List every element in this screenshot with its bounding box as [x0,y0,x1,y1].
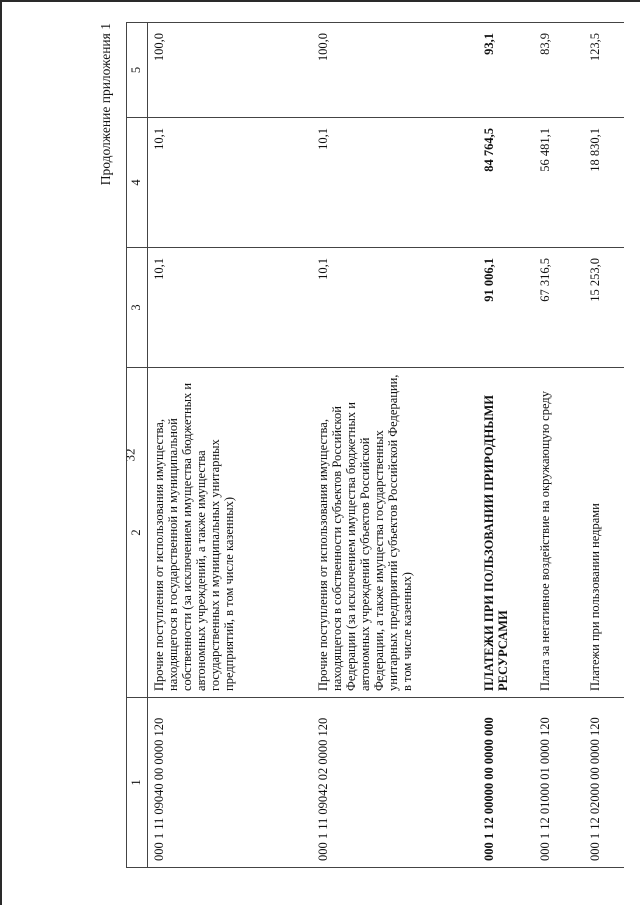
row-value-5: 83,9 [534,23,584,118]
row-value-3: 10,1 [148,248,312,368]
row-value-3: 67 316,5 [534,248,584,368]
continuation-title: Продолжение приложения 1 [98,23,113,186]
row-code: 000 1 11 09040 00 0000 120 [148,698,312,868]
row-name: Прочие поступления от использования имущества, находящегося в собственности субъектов Российской Федерации (за исключением имущества бюджетных и автономных учреждений субъектов Российской Федерации, а также имущества государственных унитарных предприятий субъектов Российской Федерации, в том числе казенных) [312,368,478,698]
page-number: 32 [122,448,138,462]
table-row [148,23,312,868]
row-value-4: 18 830,1 [584,118,624,248]
row-name: ПЛАТЕЖИ ПРИ ПОЛЬЗОВАНИИ ПРИРОДНЫМИ РЕСУРСАМИ [478,368,534,698]
column-header-4: 4 [127,118,148,248]
row-value-3: 91 006,1 [478,248,534,368]
row-value-5: 100,0 [148,23,312,118]
row-code: 000 1 12 00000 00 0000 000 [478,698,534,868]
table-row [534,23,584,868]
column-header-5: 5 [127,23,148,118]
row-value-3: 15 253,0 [584,248,624,368]
revenue-table [126,22,624,868]
page-top-border [0,0,640,2]
page-left-border [0,0,2,905]
row-code: 000 1 11 09042 02 0000 120 [312,698,478,868]
row-value-5: 93,1 [478,23,534,118]
row-value-5: 123,5 [584,23,624,118]
row-name: Платежи при пользовании недрами [584,368,624,698]
rotated-page-content [90,23,640,868]
table-row [478,23,534,868]
row-value-4: 10,1 [312,118,478,248]
row-value-3: 10,1 [312,248,478,368]
row-value-4: 56 481,1 [534,118,584,248]
table-row [584,23,624,868]
row-value-5: 100,0 [312,23,478,118]
row-code: 000 1 12 01000 01 0000 120 [534,698,584,868]
row-name: Прочие поступления от использования имущества, находящегося в государственной и муниципальной собственности (за исключением имущества бюджетных и автономных учреждений, а также имущества государственных и муниципальных унитарных предприятий, в том числе казенных) [148,368,312,698]
row-code: 000 1 12 02000 00 0000 120 [584,698,624,868]
row-name: Плата за негативное воздействие на окружающую среду [534,368,584,698]
column-header-1: 1 [127,698,148,868]
row-value-4: 84 764,5 [478,118,534,248]
table-row [312,23,478,868]
column-header-3: 3 [127,248,148,368]
column-header-2: 2 [127,368,148,698]
table-header-row [127,23,148,868]
row-value-4: 10,1 [148,118,312,248]
